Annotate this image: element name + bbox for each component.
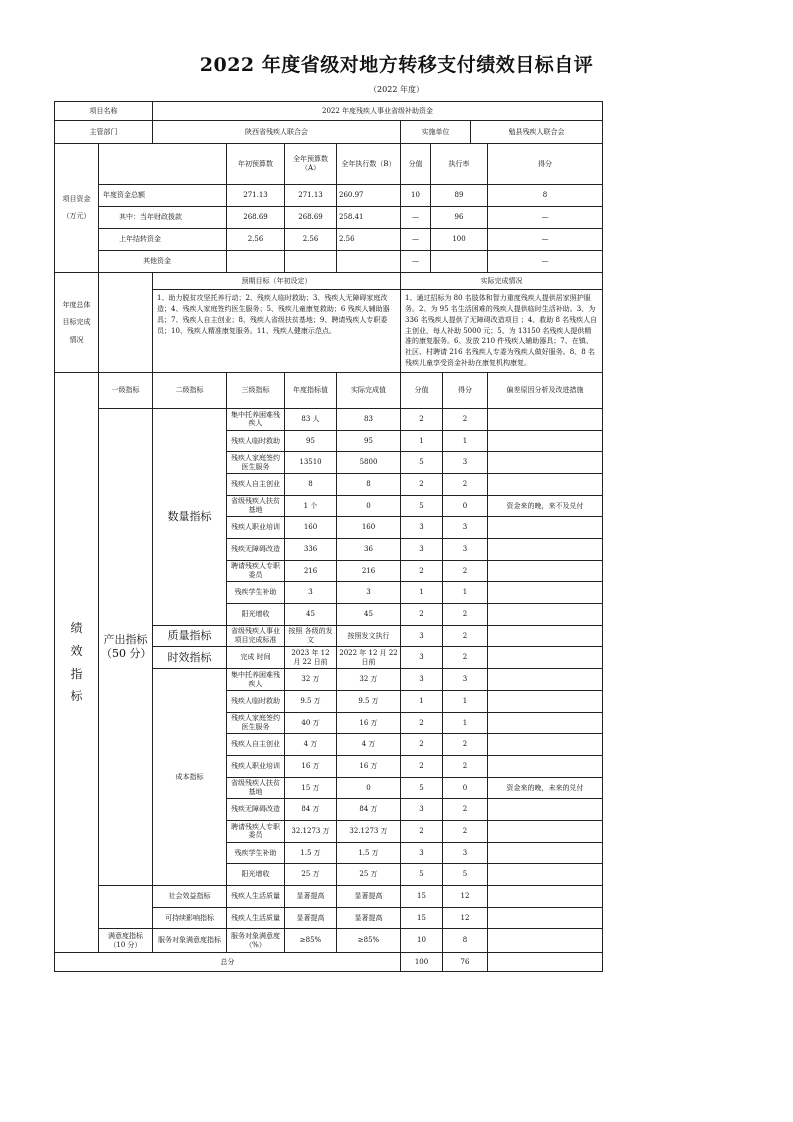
indicator-actual: 25 万 [337,864,401,886]
indicator-name: 完成 时间 [227,647,285,669]
indicator-got: 1 [443,582,488,604]
indicator-target: 95 [285,430,337,452]
indicator-name: 残疾人自主创业 [227,473,285,495]
fund-got: 8 [488,185,603,207]
indicator-actual: 16 万 [337,712,401,734]
indicator-target: 15 万 [285,777,337,799]
fund-exec: 260.97 [337,185,401,207]
indicator-got: 2 [443,734,488,756]
satisfaction-l2: 服务对象满意度指标 [153,929,227,953]
page-title: 2022 年度省级对地方转移支付绩效目标自评 [199,54,594,76]
indicator-target: 显著提高 [285,886,337,908]
indicator-actual: 32 万 [337,669,401,691]
perf-header-actual: 实际完成值 [337,372,401,408]
indicator-target: 16 万 [285,755,337,777]
indicator-reason [488,517,603,539]
indicator-reason [488,408,603,430]
fund-got: — [488,251,603,273]
indicator-reason [488,842,603,864]
indicator-got: 0 [443,495,488,517]
effect-l1-blank [99,886,153,929]
indicator-got: 2 [443,473,488,495]
indicator-actual: 32.1273 万 [337,820,401,842]
indicator-score: 3 [401,539,443,561]
output-label: 产出指标（50 分） [99,408,153,885]
indicator-target: 8 [285,473,337,495]
indicator-name: 残疾人家庭签约医生服务 [227,712,285,734]
indicator-reason [488,560,603,582]
indicator-reason [488,604,603,626]
indicator-target: 32.1273 万 [285,820,337,842]
fund-row [55,229,603,251]
indicator-name: 残疾人生活质量 [227,907,285,929]
funds-label-line1: 项目资金 [62,194,91,203]
fund-row [55,185,603,207]
indicator-actual: 84 万 [337,799,401,821]
fund-name: 上年结转资金 [99,229,227,251]
indicator-target: 1.5 万 [285,842,337,864]
indicator-actual: 3 [337,582,401,604]
indicator-reason [488,929,603,953]
indicator-name: 聘请残疾人专职委员 [227,560,285,582]
indicator-reason: 资金来的晚，来不及兑付 [488,495,603,517]
indicator-target: 1 个 [285,495,337,517]
indicator-reason [488,886,603,908]
project-value: 2022 年度残疾人事业省级补助资金 [153,102,603,121]
indicator-reason [488,690,603,712]
indicator-target: 32 万 [285,669,337,691]
perf-header-target: 年度指标值 [285,372,337,408]
funds-header-initial: 年初预算数 [227,144,285,185]
perf-header-row [55,372,603,408]
indicator-score: 5 [401,864,443,886]
indicator-target: 336 [285,539,337,561]
social-label: 社会效益指标 [153,886,227,908]
indicator-target: 160 [285,517,337,539]
indicator-reason [488,799,603,821]
indicator-score: 2 [401,604,443,626]
funds-header-full: 全年预算数（A） [285,144,337,185]
fund-initial: 2.56 [227,229,285,251]
goal-label-line1: 年度总体 [62,300,91,309]
fund-exec: 258.41 [337,207,401,229]
indicator-actual: 83 [337,408,401,430]
funds-label-line2: （万元） [62,212,91,221]
indicator-reason [488,539,603,561]
indicator-target: ≥85% [285,929,337,953]
impl-label: 实施单位 [401,121,471,144]
indicator-reason [488,452,603,474]
fund-score: 10 [401,185,431,207]
indicator-reason [488,582,603,604]
indicator-name: 残疾人职业培训 [227,517,285,539]
fund-rate [431,251,488,273]
indicator-reason [488,430,603,452]
indicator-got: 1 [443,690,488,712]
fund-full: 2.56 [285,229,337,251]
goal-gap [99,273,153,373]
indicator-score: 1 [401,430,443,452]
indicator-name: 残疾学生补助 [227,582,285,604]
page-subtitle: （2022 年度） [369,85,424,94]
fund-name: 其他资金 [99,251,227,273]
fund-got: — [488,207,603,229]
indicator-actual: 4 万 [337,734,401,756]
total-label: 总分 [55,953,401,972]
indicator-reason [488,669,603,691]
indicator-reason [488,712,603,734]
indicator-score: 5 [401,495,443,517]
dept-label: 主管部门 [55,121,153,144]
indicator-target: 2023 年 12 月 22 日前 [285,647,337,669]
indicator-actual: 按照发文执行 [337,625,401,647]
indicator-actual: 36 [337,539,401,561]
indicator-got: 5 [443,864,488,886]
indicator-target: 3 [285,582,337,604]
indicator-target: 4 万 [285,734,337,756]
indicator-actual: 显著提高 [337,907,401,929]
indicator-name: 残疾无障碍改造 [227,799,285,821]
total-score: 100 [401,953,443,972]
satisfaction-row [55,929,603,953]
indicator-score: 2 [401,408,443,430]
indicator-score: 1 [401,582,443,604]
indicator-score: 2 [401,560,443,582]
indicator-actual: 216 [337,560,401,582]
indicator-got: 2 [443,755,488,777]
indicator-name: 聘请残疾人专职委员 [227,820,285,842]
indicator-name: 残疾人生活质量 [227,886,285,908]
fund-full: 271.13 [285,185,337,207]
indicator-target: 9.5 万 [285,690,337,712]
goal-label-line2: 目标完成 [62,318,91,327]
project-label: 项目名称 [55,102,153,121]
indicator-reason [488,755,603,777]
indicator-target: 84 万 [285,799,337,821]
indicator-actual: ≥85% [337,929,401,953]
indicator-reason: 资金来的晚，未来的兑付 [488,777,603,799]
fund-initial: 271.13 [227,185,285,207]
goal-label-line3: 情况 [69,335,84,344]
fund-score: — [401,207,431,229]
indicator-score: 3 [401,842,443,864]
fund-name: 其中：当年财政拨款 [99,207,227,229]
indicator-score: 10 [401,929,443,953]
indicator-got: 12 [443,907,488,929]
indicator-reason [488,625,603,647]
indicator-actual: 5800 [337,452,401,474]
indicator-reason [488,473,603,495]
fund-initial: 268.69 [227,207,285,229]
indicator-reason [488,820,603,842]
perf-header-l3: 三级指标 [227,372,285,408]
actual-text: 1、通过招标为 80 名肢体和智力重度残疾人提供居家照护服务。2、为 95 名生活困难的残疾人提供临时生活补助。3、为 336 名残疾人提供了无障碍改造项目 ；4、救助 8 名残疾人自主创业，每人补助 5000 元；5、为 13150 名残疾人提供精准的康复服务。6、发放 210 件残疾人辅助器具；7、在镇、社区、村聘请 216 名残疾人专委为残疾人做好服务。8、8 名残疾儿童享受资金补助在康复机构康复。 [401,290,603,373]
perf-side-label: 绩 效 指 标 [55,372,99,952]
indicator-got: 2 [443,625,488,647]
table-body [55,102,603,972]
funds-header-score: 分值 [401,144,431,185]
indicator-actual: 160 [337,517,401,539]
indicator-target: 216 [285,560,337,582]
indicator-name: 阳光增收 [227,864,285,886]
indicator-got: 8 [443,929,488,953]
indicator-score: 2 [401,712,443,734]
dept-value: 陕西省残疾人联合会 [153,121,401,144]
indicator-target: 按照 各级的发文 [285,625,337,647]
indicator-target: 40 万 [285,712,337,734]
total-reason-blank [488,953,603,972]
indicator-name: 省级残疾人事业项目完成标准 [227,625,285,647]
indicator-score: 2 [401,820,443,842]
indicator-score: 3 [401,625,443,647]
indicator-actual: 8 [337,473,401,495]
indicator-actual: 45 [337,604,401,626]
funds-header-blank [99,144,227,185]
indicator-actual: 2022 年 12 月 22 日前 [337,647,401,669]
indicator-got: 2 [443,560,488,582]
indicator-target: 45 [285,604,337,626]
indicator-got: 3 [443,517,488,539]
indicator-target: 83 人 [285,408,337,430]
perf-header-score: 分值 [401,372,443,408]
indicator-score: 1 [401,690,443,712]
indicator-score: 3 [401,647,443,669]
impl-value: 勉县残疾人联合会 [471,121,603,144]
indicator-name: 服务对象满意度（%） [227,929,285,953]
indicator-name: 残疾人家庭签约医生服务 [227,452,285,474]
quantity-label: 数量指标 [153,408,227,625]
goal-header-row [55,273,603,290]
total-row [55,953,603,972]
indicator-got: 12 [443,886,488,908]
time-label: 时效指标 [153,647,227,669]
indicator-score: 2 [401,755,443,777]
indicator-got: 3 [443,452,488,474]
indicator-name: 残疾人临时救助 [227,430,285,452]
indicator-name: 残疾学生补助 [227,842,285,864]
indicator-score: 2 [401,734,443,756]
planned-header: 预期目标（年初设定） [153,273,401,290]
indicator-actual: 显著提高 [337,886,401,908]
perf-header-l1: 一级指标 [99,372,153,408]
satisfaction-l1: 满意度指标（10 分） [99,929,153,953]
indicator-got: 3 [443,842,488,864]
indicator-target: 显著提高 [285,907,337,929]
indicator-got: 1 [443,712,488,734]
indicator-score: 15 [401,907,443,929]
perf-header-reason: 偏差原因分析及改进措施 [488,372,603,408]
indicator-got: 0 [443,777,488,799]
fund-rate: 89 [431,185,488,207]
indicator-score: 3 [401,799,443,821]
indicator-name: 省级残疾人扶贫基地 [227,777,285,799]
indicator-reason [488,647,603,669]
indicator-actual: 9.5 万 [337,690,401,712]
fund-score: — [401,229,431,251]
indicator-got: 2 [443,820,488,842]
indicator-name: 集中托养困难残疾人 [227,408,285,430]
indicator-actual: 1.5 万 [337,842,401,864]
indicator-score: 5 [401,452,443,474]
indicator-got: 3 [443,539,488,561]
planned-text: 1、助力脱贫攻坚托养行动；2、残疾人临时救助；3、残疾人无障碍家庭改造；4、残疾人家庭签约医生服务；5、残疾儿童康复救助；6 残疾人辅助器具；7、残疾人自主创业；8、残疾人省级扶贫基地；9、聘请残疾人专职委员；10、残疾人精准康复服务。11、残疾人健康示范点。 [153,290,401,373]
perf-header-got: 得分 [443,372,488,408]
indicator-name: 残疾人职业培训 [227,755,285,777]
indicator-reason [488,734,603,756]
indicator-name: 省级残疾人扶贫基地 [227,495,285,517]
indicator-name: 阳光增收 [227,604,285,626]
indicator-got: 2 [443,647,488,669]
indicator-reason [488,864,603,886]
indicator-actual: 16 万 [337,755,401,777]
indicator-got: 2 [443,408,488,430]
indicator-score: 15 [401,886,443,908]
funds-header-rate: 执行率 [431,144,488,185]
fund-exec: 2.56 [337,229,401,251]
indicator-got: 1 [443,430,488,452]
funds-label [55,144,99,273]
fund-row [55,207,603,229]
fund-name: 年度资金总额 [99,185,227,207]
indicator-reason [488,907,603,929]
indicator-target: 13510 [285,452,337,474]
indicator-score: 3 [401,517,443,539]
indicator-target: 25 万 [285,864,337,886]
indicator-score: 2 [401,473,443,495]
fund-row [55,251,603,273]
indicator-name: 集中托养困难残疾人 [227,669,285,691]
fund-full: 268.69 [285,207,337,229]
quantity-row [55,408,603,430]
actual-header: 实际完成情况 [401,273,603,290]
fund-got: — [488,229,603,251]
indicator-name: 残疾无障碍改造 [227,539,285,561]
evaluation-table [54,101,603,972]
indicator-score: 3 [401,669,443,691]
fund-initial [227,251,285,273]
funds-header-got: 得分 [488,144,603,185]
fund-score: — [401,251,431,273]
goal-label [55,273,99,373]
indicator-got: 2 [443,604,488,626]
indicator-got: 3 [443,669,488,691]
fund-rate: 100 [431,229,488,251]
fund-rate: 96 [431,207,488,229]
funds-header-exec: 全年执行数（B） [337,144,401,185]
indicator-actual: 95 [337,430,401,452]
indicator-actual: 0 [337,495,401,517]
sustain-label: 可持续影响指标 [153,907,227,929]
perf-header-l2: 二级指标 [153,372,227,408]
total-got: 76 [443,953,488,972]
quality-label: 质量指标 [153,625,227,647]
indicator-actual: 0 [337,777,401,799]
fund-full [285,251,337,273]
indicator-name: 残疾人临时救助 [227,690,285,712]
cost-label: 成本指标 [153,669,227,886]
fund-exec [337,251,401,273]
social-row [55,886,603,908]
indicator-name: 残疾人自主创业 [227,734,285,756]
indicator-got: 2 [443,799,488,821]
indicator-score: 5 [401,777,443,799]
